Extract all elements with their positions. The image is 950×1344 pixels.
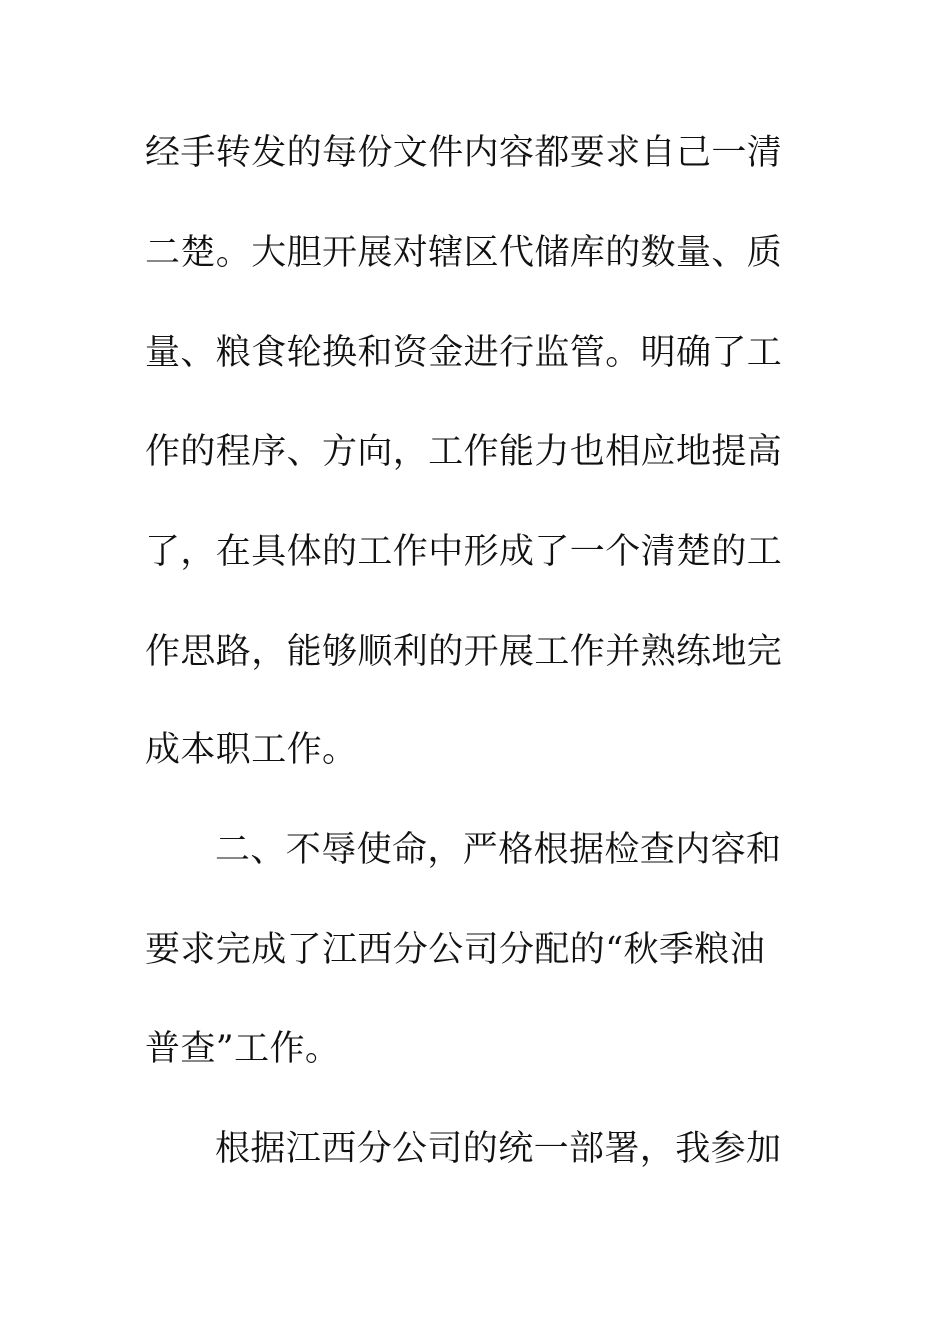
text-line-6: 作思路，能够顺利的开展工作并熟练地完	[145, 632, 783, 672]
text-line-4: 作的程序、方向，工作能力也相应地提高	[145, 432, 783, 472]
text-line-1: 经手转发的每份文件内容都要求自己一清	[145, 133, 783, 173]
text-line-7: 成本职工作。	[145, 730, 358, 770]
text-line-5: 了，在具体的工作中形成了一个清楚的工	[145, 532, 783, 572]
text-line-3: 量、粮食轮换和资金进行监管。明确了工	[145, 333, 783, 373]
section-heading-line-2: 要求完成了江西分公司分配的“秋季粮油	[145, 930, 766, 970]
section-heading-line-1: 二、不辱使命，严格根据检查内容和	[215, 830, 782, 870]
text-line-2: 二楚。大胆开展对辖区代储库的数量、质	[145, 233, 783, 273]
paragraph-start-line: 根据江西分公司的统一部署，我参加	[215, 1129, 782, 1169]
section-heading-line-3: 普查”工作。	[145, 1029, 341, 1069]
